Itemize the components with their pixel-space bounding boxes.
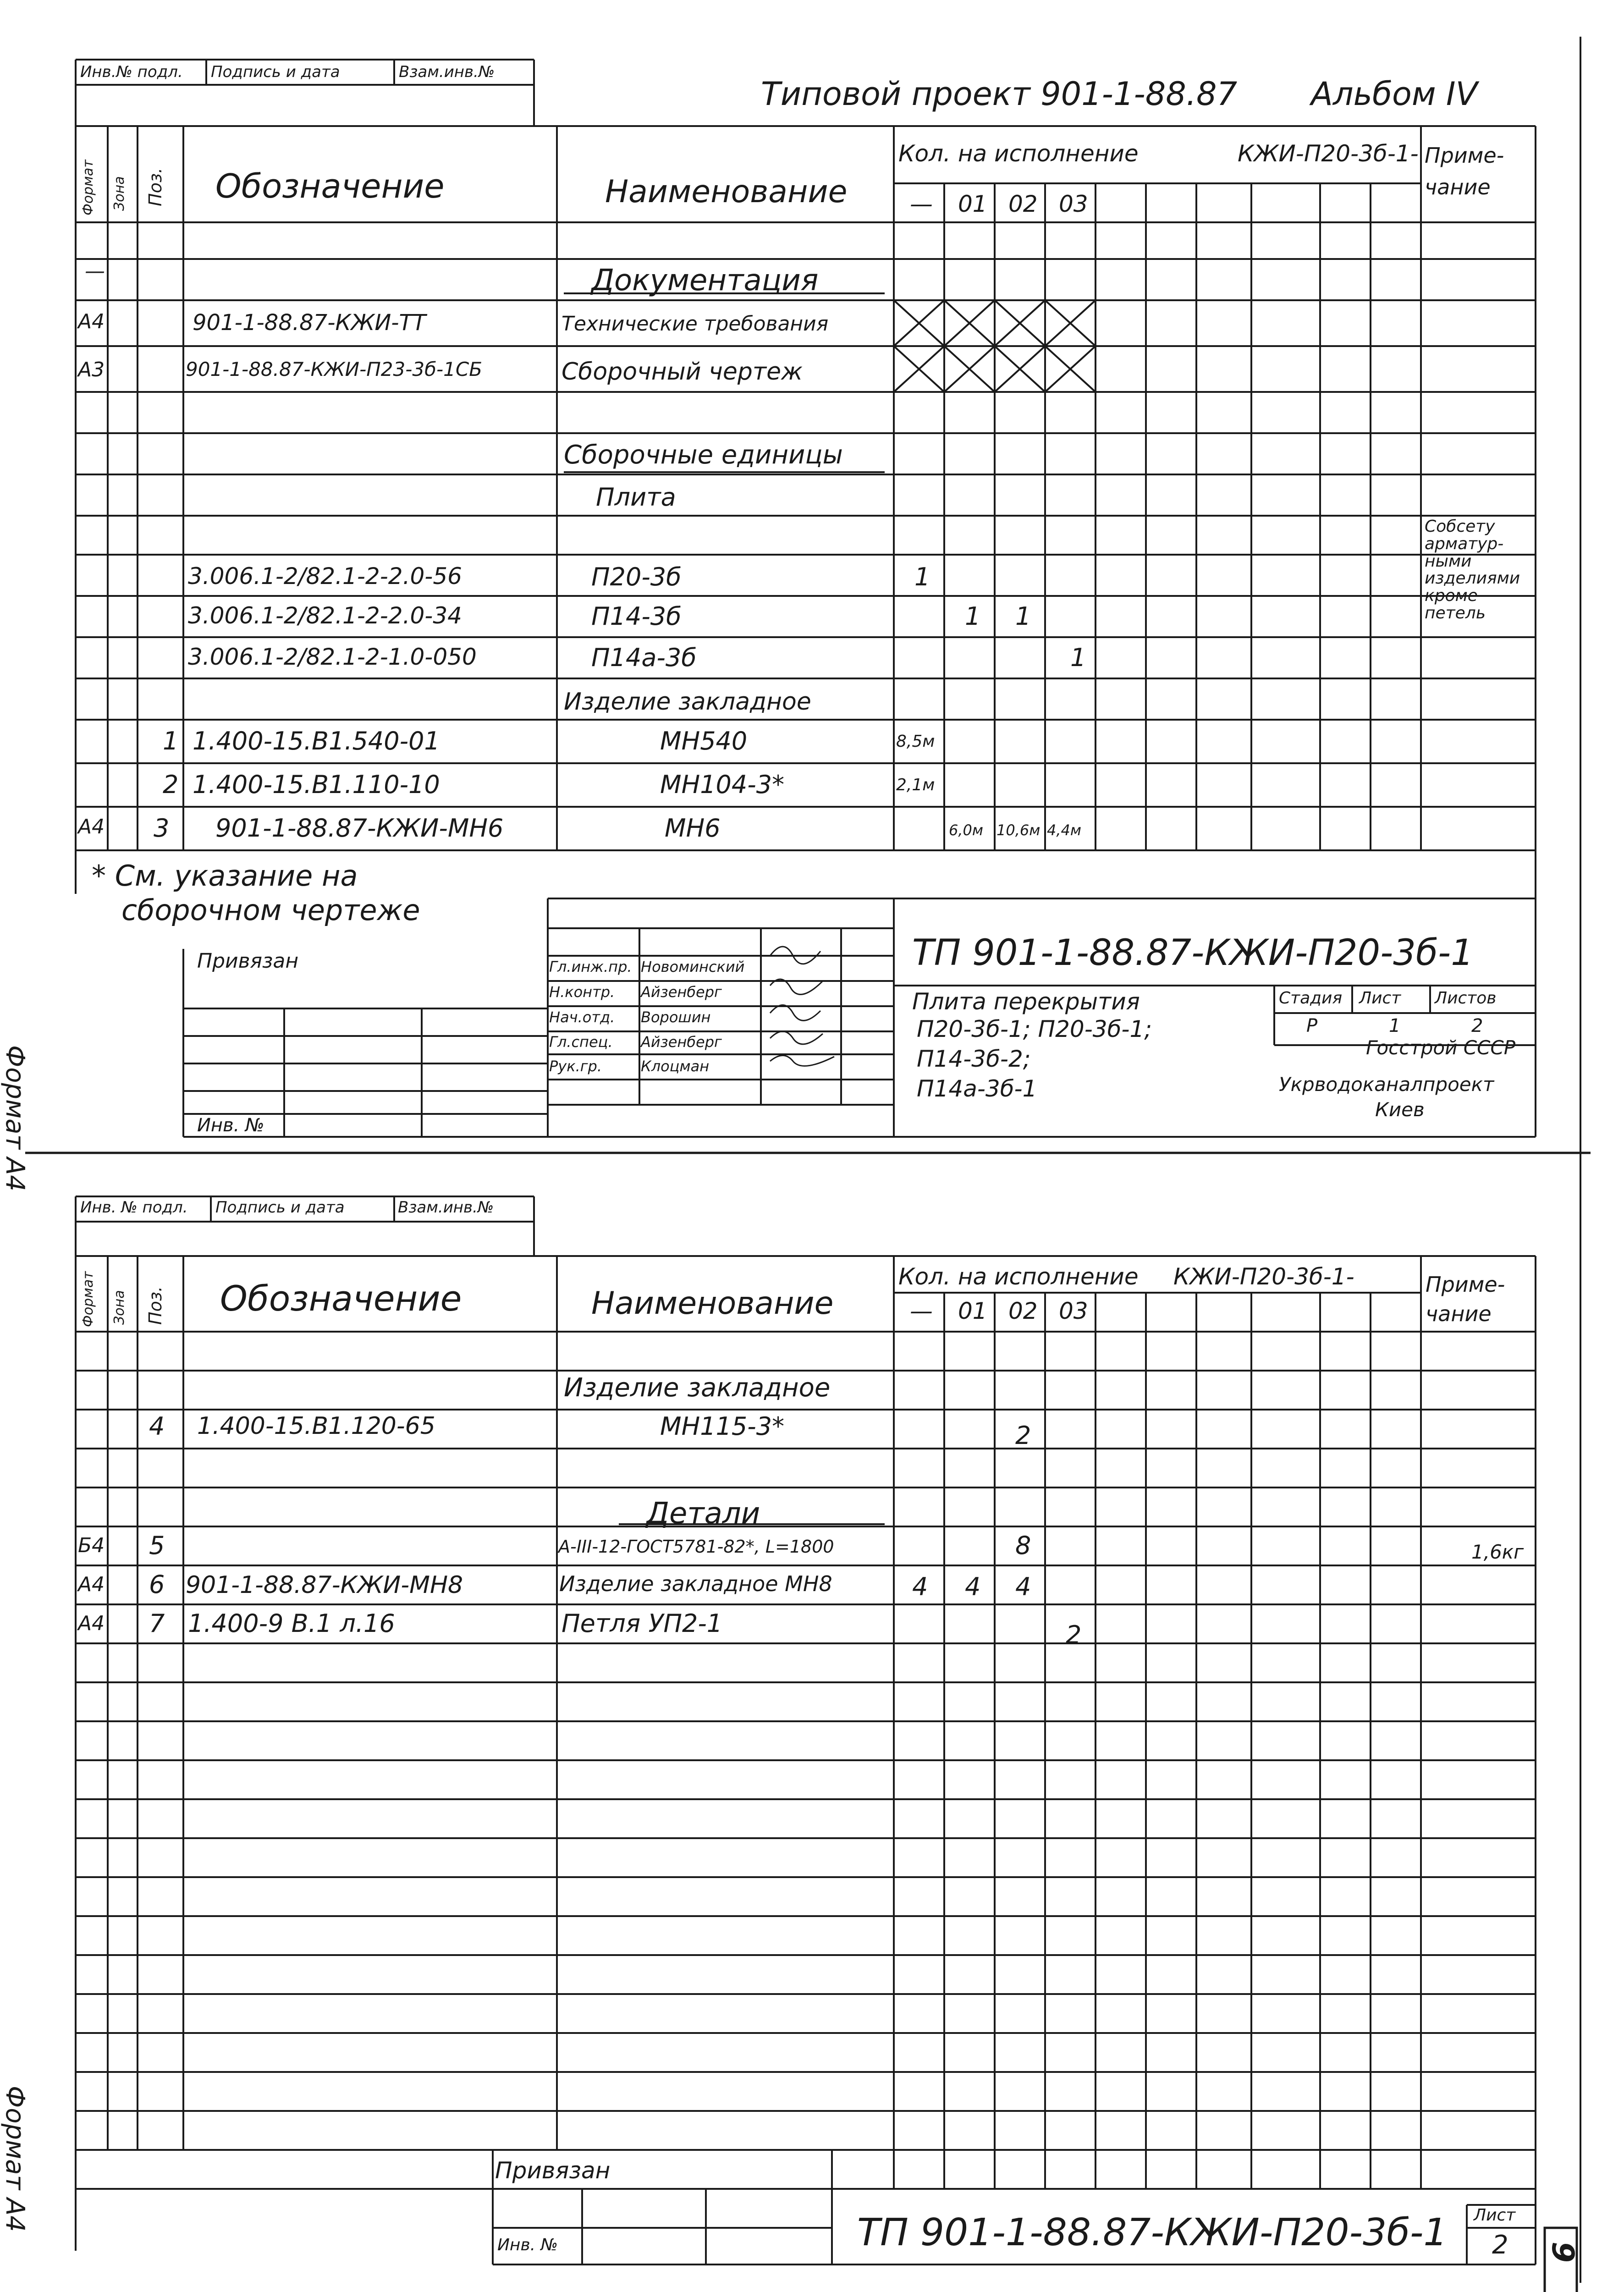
row-name: Изделие закладное bbox=[564, 688, 811, 716]
exec-col-1: 01 bbox=[958, 191, 987, 217]
row-name: П14-3б bbox=[591, 602, 682, 631]
row-name: Сборочный чертеж bbox=[562, 358, 803, 386]
exec-col-3: 03 bbox=[1059, 1298, 1088, 1324]
row-designation: 901-1-88.87-КЖИ-П23-3б-1СБ bbox=[186, 358, 483, 380]
col-name-header: Наименование bbox=[605, 174, 848, 210]
row-designation: 901-1-88.87-КЖИ-ТТ bbox=[193, 310, 426, 336]
row-name: А-III-12-ГОСТ5781-82*, L=1800 bbox=[558, 1537, 834, 1557]
side-format-label: Формат А4 bbox=[0, 2086, 30, 2232]
col-format-header: Формат bbox=[80, 160, 96, 215]
row-qty-2: 1 bbox=[1015, 602, 1031, 631]
row-name: Плита bbox=[596, 483, 676, 512]
signer-role: Рук.гр. bbox=[549, 1058, 602, 1075]
signatures bbox=[761, 928, 894, 1105]
row-format: А4 bbox=[78, 1612, 105, 1635]
stamp-sign-header: Подпись и дата bbox=[211, 63, 340, 81]
col-variant-header: КЖИ-П20-3б-1- bbox=[1173, 1263, 1354, 1290]
doc-name-line-3: П14-3б-2; bbox=[917, 1046, 1031, 1072]
row-qty-2: 2 bbox=[1015, 1421, 1031, 1450]
exec-col-0: — bbox=[910, 1298, 933, 1324]
sheets-label: Листов bbox=[1435, 989, 1497, 1008]
row-note-text: Собсету арматур-ными изделиями кроме петель bbox=[1425, 517, 1520, 623]
signer-role: Гл.инж.пр. bbox=[549, 958, 632, 975]
signer-name: Ворошин bbox=[641, 1008, 711, 1026]
stamp-inv-header: Инв.№ подл. bbox=[80, 63, 183, 81]
row-qty-0: 8,5м bbox=[896, 732, 935, 751]
row-name: Петля УП2-1 bbox=[562, 1609, 723, 1638]
row-qty-1: 4 bbox=[965, 1572, 981, 1601]
row-name: Технические требования bbox=[562, 312, 829, 336]
org-line-1: Госстрой СССР bbox=[1366, 1036, 1516, 1059]
row-pos: 3 bbox=[154, 814, 170, 843]
col-zone-header: Зона bbox=[111, 1290, 127, 1325]
row-pos: 4 bbox=[149, 1412, 165, 1441]
signer-name: Айзенберг bbox=[641, 1033, 722, 1051]
row-qty-0: 1 bbox=[914, 562, 930, 591]
row-format: А4 bbox=[78, 310, 105, 333]
stage-label: Стадия bbox=[1279, 989, 1343, 1008]
row-designation: 1.400-15.В1.120-65 bbox=[197, 1412, 435, 1440]
sheet-label: Лист bbox=[1474, 2206, 1516, 2225]
signer-name: Новоминский bbox=[641, 958, 745, 975]
col-pos-header: Поз. bbox=[145, 167, 165, 206]
row-qty-2: 10,6м bbox=[996, 821, 1040, 839]
row-designation: 1.400-15.В1.110-10 bbox=[193, 770, 440, 799]
row-designation: 1.400-15.В1.540-01 bbox=[193, 727, 440, 755]
row-pos: 7 bbox=[149, 1609, 165, 1638]
row-designation: 3.006.1-2/82.1-2-2.0-34 bbox=[188, 602, 462, 629]
row-format: А4 bbox=[78, 1573, 105, 1596]
row-qty-1: 1 bbox=[965, 602, 981, 631]
col-designation-header: Обозначение bbox=[220, 1278, 462, 1319]
col-qty-header: Кол. на исполнение bbox=[898, 140, 1139, 167]
row-pos: 1 bbox=[163, 727, 179, 755]
row-name: Документация bbox=[591, 264, 819, 298]
row-note: 1,6кг bbox=[1471, 1541, 1524, 1563]
album-label: Альбом IV bbox=[1311, 75, 1478, 113]
stamp-replace-header: Взам.инв.№ bbox=[399, 63, 495, 81]
row-format: А4 bbox=[78, 815, 105, 838]
doc-code: ТП 901-1-88.87-КЖИ-П20-3б-1 bbox=[912, 932, 1474, 974]
signer-role: Н.контр. bbox=[549, 983, 615, 1001]
stamp-sign-header: Подпись и дата bbox=[215, 1198, 345, 1217]
page-edge bbox=[1577, 37, 1586, 2283]
row-name: Детали bbox=[646, 1497, 760, 1531]
col-qty-header: Кол. на исполнение bbox=[898, 1263, 1139, 1290]
row-format: — bbox=[85, 259, 105, 283]
row-qty-3: 1 bbox=[1070, 643, 1086, 672]
row-format: Б4 bbox=[78, 1534, 105, 1557]
doc-code: ТП 901-1-88.87-КЖИ-П20-3б-1 bbox=[857, 2211, 1448, 2254]
row-pos: 6 bbox=[149, 1570, 165, 1599]
row-designation: 901-1-88.87-КЖИ-МН6 bbox=[215, 814, 504, 843]
privyazan-label: Привязан bbox=[495, 2157, 611, 2184]
sheet-value: 1 bbox=[1389, 1015, 1401, 1036]
row-name: МН540 bbox=[660, 727, 748, 755]
exec-col-0: — bbox=[910, 191, 933, 217]
page-number: 9 bbox=[1545, 2242, 1580, 2263]
signer-name: Айзенберг bbox=[641, 983, 722, 1001]
signer-role: Нач.отд. bbox=[549, 1008, 615, 1026]
signer-role: Гл.спец. bbox=[549, 1033, 613, 1051]
org-line-3: Киев bbox=[1375, 1098, 1425, 1121]
row-qty-0: 2,1м bbox=[896, 776, 935, 794]
row-pos: 2 bbox=[163, 770, 179, 799]
stage-value: Р bbox=[1306, 1015, 1318, 1036]
exec-col-3: 03 bbox=[1059, 191, 1088, 217]
col-pos-header: Поз. bbox=[145, 1286, 165, 1325]
row-name: МН115-3* bbox=[660, 1412, 785, 1441]
row-name: МН104-3* bbox=[660, 770, 785, 799]
row-designation: 1.400-9 В.1 л.16 bbox=[188, 1609, 395, 1638]
inv-no-label: Инв. № bbox=[197, 1115, 264, 1136]
signer-name: Клоцман bbox=[641, 1058, 710, 1075]
footnote-line-1: * См. указание на bbox=[92, 859, 358, 893]
row-qty-3: 2 bbox=[1066, 1620, 1082, 1649]
exec-col-2: 02 bbox=[1008, 191, 1038, 217]
project-title: Типовой проект 901-1-88.87 bbox=[761, 75, 1238, 113]
col-note-header: Приме-чание bbox=[1426, 1272, 1505, 1327]
footnote-line-2: сборочном чертеже bbox=[121, 893, 420, 927]
doc-name-line-4: П14а-3б-1 bbox=[917, 1075, 1037, 1102]
row-designation: 901-1-88.87-КЖИ-МН8 bbox=[186, 1571, 463, 1599]
doc-name-line-2: П20-3б-1; П20-3б-1; bbox=[917, 1016, 1152, 1042]
org-line-2: Укрводоканалпроект bbox=[1279, 1073, 1494, 1096]
sheet-label: Лист bbox=[1359, 989, 1401, 1008]
row-name: Изделие закладное МН8 bbox=[559, 1571, 832, 1596]
exec-col-2: 02 bbox=[1008, 1298, 1038, 1324]
side-format-label: Формат А4 bbox=[0, 1045, 30, 1191]
col-variant-header: КЖИ-П20-3б-1- bbox=[1238, 140, 1419, 167]
col-name-header: Наименование bbox=[591, 1285, 834, 1322]
row-format: А3 bbox=[78, 358, 105, 381]
col-designation-header: Обозначение bbox=[215, 167, 445, 205]
stamp-inv-header: Инв. № подл. bbox=[80, 1198, 188, 1217]
exec-col-1: 01 bbox=[958, 1298, 987, 1324]
row-qty-2: 8 bbox=[1015, 1531, 1031, 1560]
doc-name-line-1: Плита перекрытия bbox=[912, 988, 1140, 1015]
row-qty-0: 4 bbox=[912, 1572, 928, 1601]
row-qty-3: 4,4м bbox=[1047, 821, 1082, 839]
row-name: Изделие закладное bbox=[564, 1373, 831, 1403]
row-pos: 5 bbox=[149, 1531, 165, 1560]
sheet-value: 2 bbox=[1492, 2230, 1508, 2260]
col-note-header: Приме-чание bbox=[1425, 143, 1504, 199]
row-designation: 3.006.1-2/82.1-2-2.0-56 bbox=[188, 563, 462, 590]
sheet-2-grid bbox=[0, 1174, 1624, 2292]
row-qty-2: 4 bbox=[1015, 1572, 1031, 1601]
privyazan-label: Привязан bbox=[197, 949, 299, 973]
sheets-value: 2 bbox=[1471, 1015, 1483, 1036]
col-format-header: Формат bbox=[80, 1271, 96, 1327]
row-name: П14а-3б bbox=[591, 643, 697, 672]
col-zone-header: Зона bbox=[111, 176, 127, 211]
stamp-replace-header: Взам.инв.№ bbox=[398, 1198, 494, 1217]
row-name: МН6 bbox=[665, 814, 721, 843]
row-name: Сборочные единицы bbox=[564, 440, 843, 470]
row-qty-1: 6,0м bbox=[949, 821, 984, 839]
row-name: П20-3б bbox=[591, 562, 682, 591]
inv-no-label: Инв. № bbox=[497, 2236, 558, 2254]
row-designation: 3.006.1-2/82.1-2-1.0-050 bbox=[188, 644, 477, 670]
